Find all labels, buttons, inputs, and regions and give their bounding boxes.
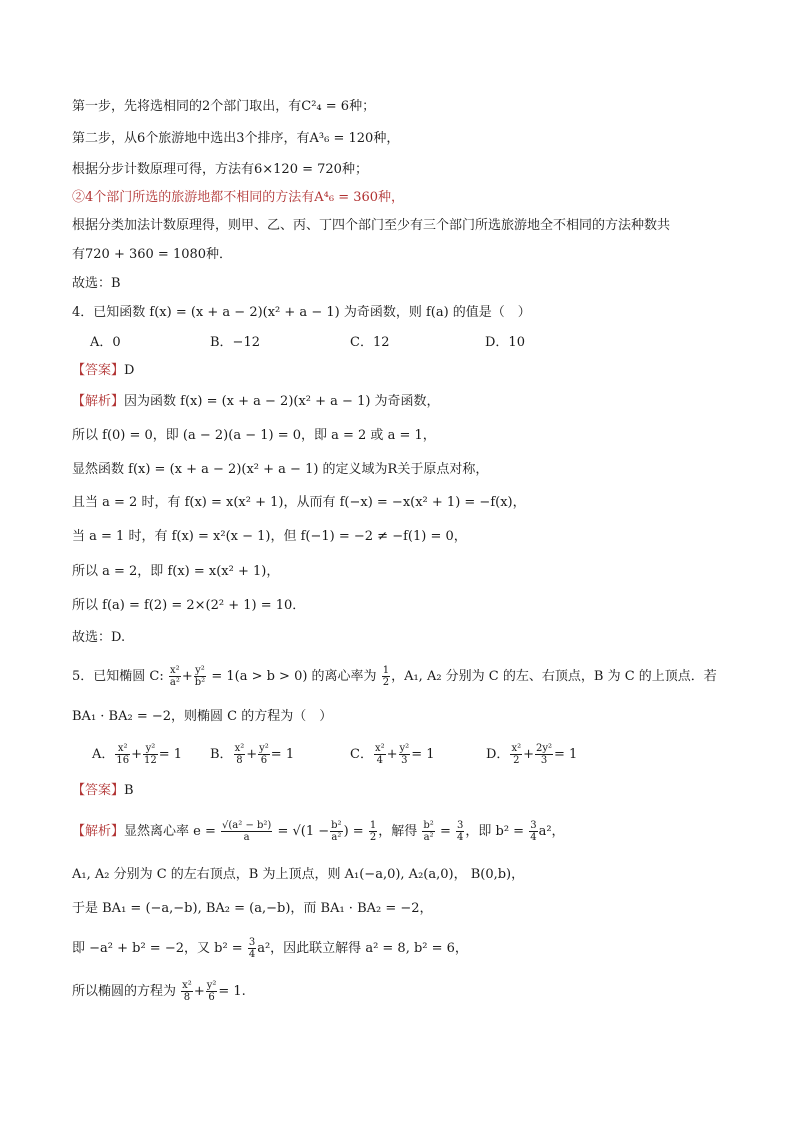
solution-step-1: 第一步，先将选相同的2个部门取出，有C²₄ = 6种； — [72, 99, 376, 114]
q4-answer-line — [72, 362, 134, 380]
q5-a5-pre: 所以椭圆的方程为 — [72, 984, 177, 999]
q4-analysis-line-4: 且当 a = 2 时，有 f(x) = x(x² + 1)，从而有 f(−x) = −x(x² + 1) = −f(x)， — [72, 495, 526, 510]
q5-frac-y: $\frac{\text{y²}}{\text{b²}}$ — [194, 665, 206, 688]
q5-frac-sqrt: $\frac{\text{√(a² − b²)}}{a}$ — [222, 820, 272, 843]
q4-analysis-tag: 【解析】 — [72, 394, 125, 409]
q5-option-b-eq: = 1 — [270, 747, 295, 762]
q5-a1-eq: = — [439, 824, 451, 839]
q5-answer-line — [72, 782, 134, 800]
q4-analysis-text: 因为函数 f(x) = (x + a − 2)(x² + a − 1) 为奇函数， — [124, 394, 440, 409]
q5-stem-a: 5．已知椭圆 C: — [72, 669, 164, 684]
q5-analysis-line-1: 【解析】显然离心率 e = $\frac{\text{√(a² − b²)}}{a}$ = √(1 − $\frac{\text{b²}}{\text{a²}}$ ) = $\frac{1}{2}$ ，解得 $\frac{\text{b²}}{\text{a²}}$ = $\frac{3}{4}$ ，即 b² = $\frac{3}{4}$ a²， — [72, 820, 565, 843]
q4-analysis-line-1 — [72, 393, 440, 411]
q5-answer-tag: 【答案】 — [72, 783, 125, 798]
q5-frac-34-2: $\frac{3}{4}$ — [530, 820, 537, 843]
q5-a1-end: ，即 b² = — [465, 824, 525, 839]
q4-answer-tag: 【答案】 — [72, 363, 125, 378]
q5-frac-34: $\frac{3}{4}$ — [456, 820, 464, 843]
q5-stem-b: = 1(a > b > 0) 的离心率为 — [211, 669, 377, 684]
q4-answer: D — [124, 363, 135, 378]
q4-analysis-line-7: 所以 f(a) = f(2) = 2×(2² + 1) = 10． — [72, 598, 306, 613]
q5-option-b: B． $\frac{\text{x²}}{8}$ + $\frac{\text{y²}}{6}$ = 1 — [210, 743, 295, 766]
q5-a4-pre: 即 −a² + b² = −2，又 b² = — [72, 941, 243, 956]
q5-option-b-label: B． — [210, 747, 233, 762]
q5-a1-pre: 显然离心率 e = — [124, 824, 216, 839]
q5-frac-x: $\frac{\text{x²}}{\text{a²}}$ — [169, 665, 180, 688]
q5-option-c-eq: = 1 — [411, 747, 435, 762]
solution-step-2: 第二步，从6个旅游地中选出3个排序，有A³₆ = 120种， — [72, 131, 400, 146]
q5-a1-tail: a²， — [538, 824, 565, 839]
solution-step-5: 根据分类加法计数原理得，则甲、乙、丙、丁四个部门至少有三个部门所选旅游地全不相同的方法种数共 — [72, 218, 671, 233]
q4-analysis-line-6: 所以 a = 2，即 f(x) = x(x² + 1)， — [72, 564, 280, 579]
q4-option-d: D．10 — [485, 335, 525, 350]
q5-frac-half-2: $\frac{1}{2}$ — [369, 820, 377, 843]
q5-analysis-line-2: A₁, A₂ 分别为 C 的左右顶点，B 为上顶点，则 A₁(−a,0), A₂(a,0)， B(0,b)， — [72, 867, 525, 882]
q4-analysis-line-5: 当 a = 1 时，有 f(x) = x²(x − 1)，但 f(−1) = −2 ≠ −f(1) = 0， — [72, 529, 467, 544]
q5-option-a: A． $\frac{\text{x²}}{16}$ + $\frac{\text{y²}}{12}$ = 1 — [92, 743, 183, 766]
q5-a4-post: a²，因此联立解得 a² = 8, b² = 6， — [257, 941, 468, 956]
q4-option-c: C．12 — [350, 335, 390, 350]
q4-choice: 故选：D. — [72, 630, 126, 645]
q5-frac-b2a2: $\frac{\text{b²}}{\text{a²}}$ — [331, 820, 342, 843]
q5-answer: B — [124, 783, 134, 798]
solution-choice: 故选：B — [72, 276, 121, 291]
q5-frac-x8: $\frac{\text{x²}}{8}$ — [182, 980, 192, 1003]
q5-stem-line-2: BA₁ · BA₂ = −2，则椭圆 C 的方程为（ ） — [72, 709, 333, 724]
q4-analysis-line-2: 所以 f(0) = 0，即 (a − 2)(a − 1) = 0，即 a = 2 或 a = 1， — [72, 428, 436, 443]
q5-analysis-tag: 【解析】 — [72, 824, 125, 839]
q5-analysis-line-4 — [72, 935, 468, 963]
q5-sqrt: √(1 − — [292, 824, 330, 839]
q4-stem: 4．已知函数 f(x) = (x + a − 2)(x² + a − 1) 为奇函数，则 f(a) 的值是（ ） — [72, 305, 531, 320]
q5-a1-post: ，解得 — [378, 824, 418, 839]
q5-analysis-line-5: 所以椭圆的方程为 $\frac{\text{x²}}{8}$ + $\frac{\text{y²}}{6}$ = 1. — [72, 980, 246, 1003]
q5-frac-34-3: $\frac{3}{4}$ — [248, 937, 256, 960]
q5-a5-post: = 1. — [218, 984, 246, 999]
solution-step-3: 根据分步计数原理可得，方法有6×120 = 720种； — [72, 162, 368, 177]
q5-frac-b2a2-2: $\frac{\text{b²}}{\text{a²}}$ — [423, 820, 434, 843]
q5-option-c-label: C． — [350, 747, 373, 762]
q5-option-d: D． $\frac{\text{x²}}{2}$ + $\frac{\text{2y²}}{3}$ = 1 — [486, 743, 578, 766]
q5-stem: 5．已知椭圆 C: $\frac{\text{x²}}{\text{a²}}$ + $\frac{\text{y²}}{\text{b²}}$ = 1(a > b > 0) 的离心率为 $\frac{1}{2}$ ，A₁, A₂ 分别为 C 的左、右顶点，B 为 C 的上顶点．若 — [72, 665, 717, 688]
q5-option-a-label: A． — [92, 747, 115, 762]
q5-frac-y6: $\frac{\text{y²}}{6}$ — [206, 980, 217, 1003]
q5-stem-c: ，A₁, A₂ 分别为 C 的左、右顶点，B 为 C 的上顶点．若 — [391, 669, 717, 684]
q5-option-c: C． $\frac{\text{x²}}{4}$ + $\frac{\text{y²}}{3}$ = 1 — [350, 743, 435, 766]
q4-option-b: B．−12 — [210, 335, 260, 350]
q5-a1-mid2: = — [352, 824, 364, 839]
q5-a1-mid: = — [277, 824, 289, 839]
solution-step-4: ②4个部门所选的旅游地都不相同的方法有A⁴₆ = 360种， — [72, 190, 405, 205]
q4-analysis-line-3: 显然函数 f(x) = (x + a − 2)(x² + a − 1) 的定义域为R关于原点对称， — [72, 462, 489, 477]
q5-frac-half: $\frac{1}{2}$ — [382, 665, 390, 688]
solution-step-6: 有720 + 360 = 1080种． — [72, 247, 233, 262]
q4-option-a: A．0 — [90, 335, 121, 350]
q5-option-d-label: D． — [486, 747, 510, 762]
q5-analysis-line-3: 于是 BA₁ = (−a,−b), BA₂ = (a,−b)，而 BA₁ · BA₂ = −2， — [72, 901, 433, 916]
q5-option-a-eq: = 1 — [158, 747, 183, 762]
q5-option-d-eq: = 1 — [554, 747, 578, 762]
